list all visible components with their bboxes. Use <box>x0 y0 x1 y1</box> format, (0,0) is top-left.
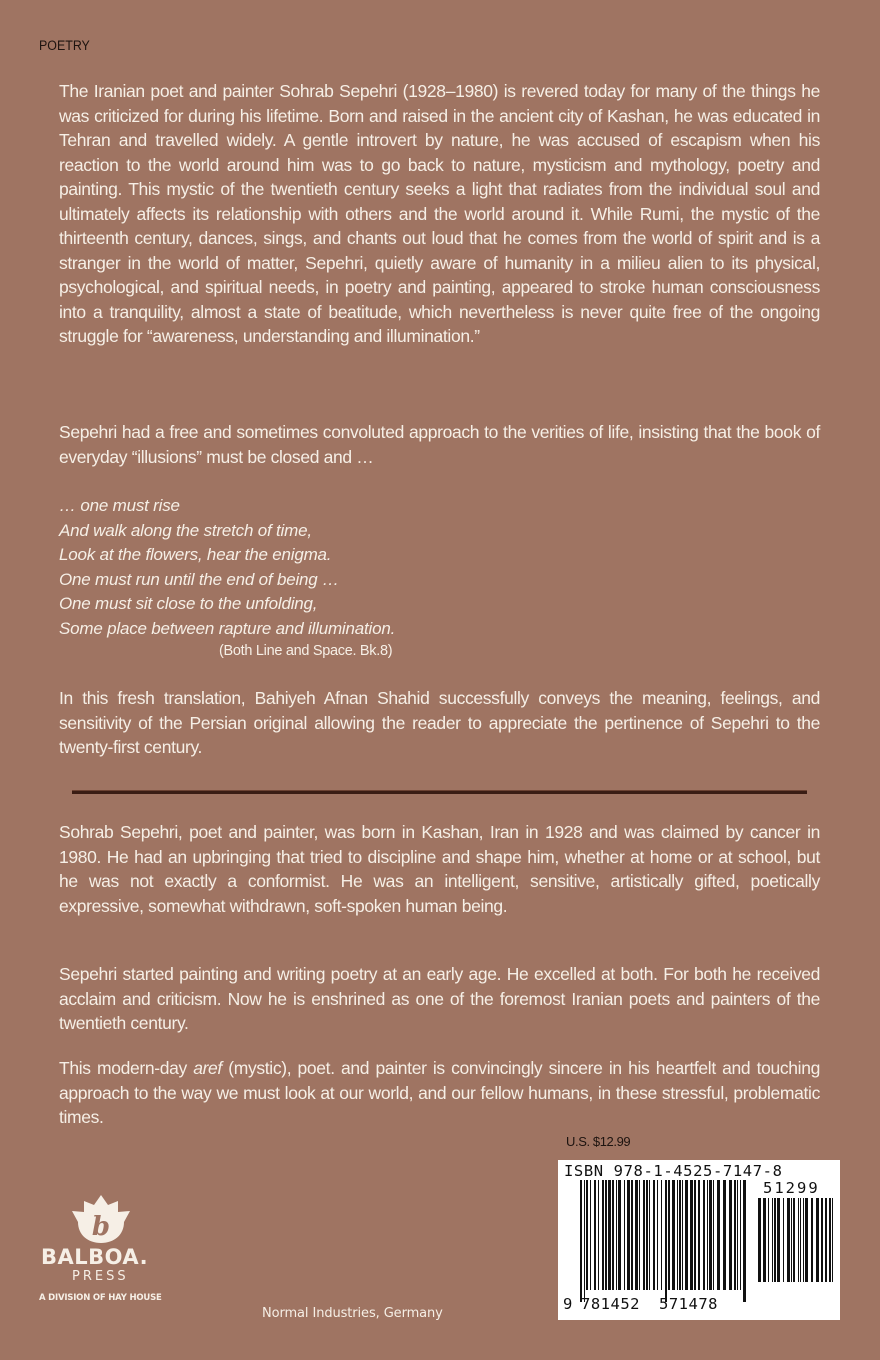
description-paragraph-2: Sepehri had a free and sometimes convoluted approach to the verities of life, insisting that the book of everyday “illusions” must be closed and … <box>59 422 820 467</box>
barcode-bar <box>758 1198 761 1282</box>
barcode-bar <box>793 1198 795 1282</box>
barcode-bar <box>685 1180 688 1290</box>
barcode-bar <box>832 1198 833 1282</box>
poem-line: Look at the flowers, hear the enigma. <box>59 545 332 564</box>
barcode-bar <box>740 1180 741 1290</box>
barcode-bar <box>616 1180 617 1290</box>
barcode-bar <box>803 1198 804 1282</box>
bio-text: This modern-day <box>59 1058 194 1078</box>
barcode-bar <box>737 1180 738 1290</box>
barcode-bar <box>608 1180 611 1290</box>
description-paragraph-1: The Iranian poet and painter Sohrab Sepehri (1928–1980) is revered today for many of the things he was criticized for during his lifetime. Born and raised in the ancient city of Kashan, he was educated in Tehran and travelled widely. A gentle introvert by nature, he was accused of escapism when his reaction to the world around him was to go back to nature, mysticism and mythology, poetry and painting. This mystic of the twentieth century seeks a light that radiates from the individual soul and ultimately affects its relationship with others and the world around it. While Rumi, the mystic of the thirteenth century, dances, sings, and chants out loud that he comes from the world of spirit and is a stranger in the world of matter, Sepehri, quietly aware of humanity in a milieu alien to its physical, psychological, and spiritual needs, in poetry and painting, appeared to stroke human consciousness into a tranquility, almost a state of beatitude, which nevertheless is never quite free of the ongoing struggle for “awareness, understanding and illumination.” <box>59 81 820 346</box>
barcode-bar <box>743 1180 746 1302</box>
barcode-bar <box>707 1180 708 1290</box>
poem-line: Some place between rapture and illumination. <box>59 618 396 638</box>
addon-code: 51299 <box>763 1179 820 1197</box>
barcode-bar <box>800 1198 801 1282</box>
section-divider <box>72 790 807 794</box>
barcode-bar <box>586 1180 588 1290</box>
barcode-bar <box>657 1180 658 1290</box>
isbn-barcode <box>558 1160 840 1320</box>
barcode-bar <box>690 1180 693 1290</box>
poem-line: One must run until the end of being … <box>59 569 339 589</box>
price-label: U.S. $12.99 <box>566 1134 631 1149</box>
barcode-bar <box>635 1180 638 1290</box>
barcode-bar <box>682 1180 683 1290</box>
barcode-digits <box>563 1295 718 1313</box>
barcode-bar <box>709 1180 712 1290</box>
barcode-bar <box>631 1180 633 1290</box>
barcode-bar <box>627 1180 630 1290</box>
barcode-bar <box>772 1198 773 1282</box>
barcode-digit-group-2: 571478 <box>659 1295 718 1313</box>
barcode-bar <box>713 1180 714 1290</box>
biography-paragraph-1: Sohrab Sepehri, poet and painter, was born in Kashan, Iran in 1928 and was claimed by cancer in 1980. He had an upbringing that tried to discipline and shape him, whether at home or at school, but he was not exactly a conformist. He was an intelligent, sensitive, artistically gifted, poetically expressive, somewhat withdrawn, soft-spoken human being. <box>59 822 820 916</box>
barcode-bar <box>783 1198 784 1282</box>
ean-barcode-bars <box>580 1180 748 1302</box>
barcode-bar <box>787 1198 790 1282</box>
bio-italic-term: aref <box>193 1058 222 1078</box>
barcode-bar <box>649 1180 650 1290</box>
publisher-name: BALBOA. <box>41 1245 149 1269</box>
barcode-bar <box>612 1180 614 1290</box>
biography-paragraph-3 <box>59 1056 820 1130</box>
barcode-bar <box>777 1198 780 1282</box>
biography-paragraph-2: Sepehri started painting and writing poetry at an early age. He excelled at both. For both he received acclaim and criticism. Now he is enshrined as one of the foremost Iranian poets and painters of the twentieth century. <box>59 964 820 1033</box>
barcode-digit-group-1: 781452 <box>581 1295 640 1313</box>
svg-text:b: b <box>91 1212 111 1242</box>
barcode-bar <box>763 1198 766 1282</box>
barcode-bar <box>816 1198 819 1282</box>
barcode-bar <box>594 1180 596 1290</box>
barcode-bar <box>677 1180 678 1290</box>
barcode-bar <box>774 1198 776 1282</box>
printer-credit: Normal Industries, Germany <box>262 1306 443 1321</box>
barcode-bar <box>643 1180 645 1290</box>
barcode-bar <box>661 1180 662 1290</box>
poem-line: One must sit close to the unfolding, <box>59 594 318 613</box>
barcode-bar <box>580 1180 582 1302</box>
barcode-bar <box>624 1180 625 1290</box>
description-paragraph-3: In this fresh translation, Bahiyeh Afnan Shahid successfully conveys the meaning, feelings, and sensitivity of the Persian original allowing the reader to appreciate the pertinence of Sepehri to the twenty-first century. <box>59 688 820 757</box>
barcode-bar <box>694 1180 696 1290</box>
bio-text: (mystic), poet. and painter is convincingly sincere in his heartfelt and touching approach to the way we must look at our world, and our fellow humans, in these stressful, problematic times. <box>59 1058 820 1127</box>
barcode-bar <box>590 1180 591 1290</box>
publisher-division: A DIVISION OF HAY HOUSE <box>39 1293 162 1303</box>
barcode-first-digit: 9 <box>563 1295 573 1313</box>
barcode-bar <box>734 1180 736 1290</box>
publisher-name-sub: PRESS <box>72 1269 129 1284</box>
barcode-bar <box>791 1198 792 1282</box>
lotus-icon <box>66 1195 136 1245</box>
barcode-bar <box>723 1180 726 1290</box>
barcode-bar <box>698 1180 700 1290</box>
barcode-bar <box>805 1198 808 1282</box>
category-label: POETRY <box>39 38 90 53</box>
barcode-bar <box>811 1198 813 1282</box>
barcode-bar <box>653 1180 655 1290</box>
barcode-bar <box>646 1180 648 1290</box>
barcode-bar <box>825 1198 827 1282</box>
barcode-bar <box>829 1198 831 1282</box>
barcode-bar <box>584 1180 585 1302</box>
barcode-bar <box>598 1180 599 1290</box>
barcode-bar <box>618 1180 621 1290</box>
poem-excerpt <box>59 494 395 641</box>
isbn-label: ISBN 978-1-4525-7147-8 <box>564 1162 783 1180</box>
barcode-bar <box>679 1180 681 1290</box>
barcode-bar <box>768 1198 769 1282</box>
barcode-bar <box>605 1180 607 1290</box>
barcode-bar <box>639 1180 640 1290</box>
barcode-bar <box>668 1180 670 1290</box>
poem-line: And walk along the stretch of time, <box>59 520 312 540</box>
barcode-bar <box>821 1198 823 1282</box>
barcode-bar <box>602 1180 604 1290</box>
barcode-bar <box>798 1198 799 1282</box>
poem-attribution: (Both Line and Space. Bk.8) <box>219 643 393 659</box>
barcode-bar <box>717 1180 720 1290</box>
barcode-bar <box>729 1180 732 1290</box>
barcode-bar <box>665 1180 667 1302</box>
poem-line: … one must rise <box>59 496 180 515</box>
barcode-bar <box>672 1180 675 1290</box>
barcode-bar <box>703 1180 705 1290</box>
addon-barcode-bars <box>758 1198 838 1294</box>
